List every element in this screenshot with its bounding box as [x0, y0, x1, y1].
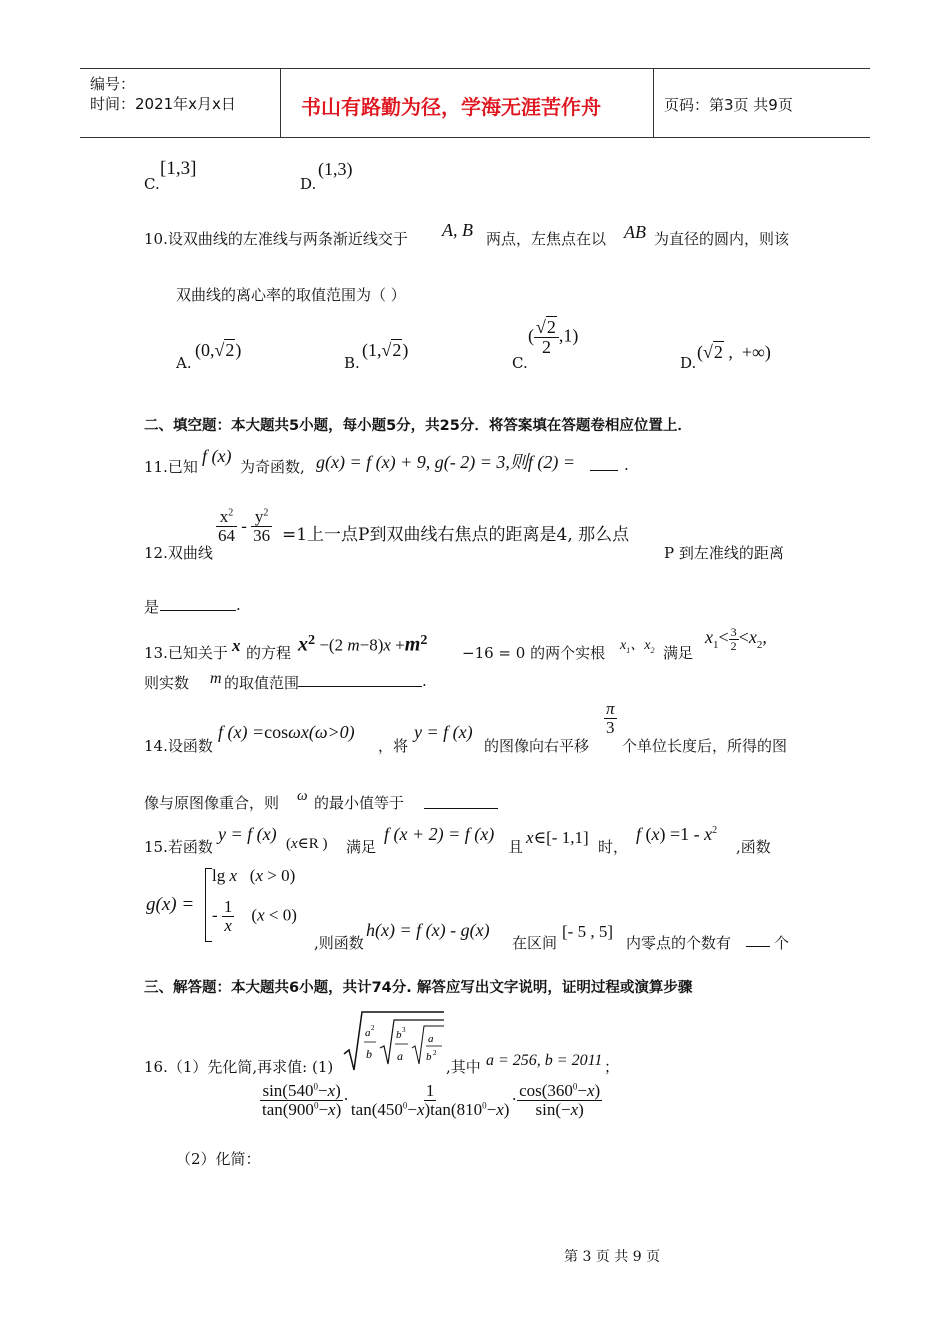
q14-mid2: 的图像向右平移: [484, 737, 590, 755]
q10-line2: 双曲线的离心率的取值范围为（ ）: [176, 286, 406, 304]
q12-answer-blank: [160, 592, 236, 611]
q14-line2b: 的最小值等于: [314, 794, 405, 812]
q10-option-b-label: B.: [344, 354, 360, 372]
q13-eq-tail: −16 = 0 的两个实根: [462, 644, 606, 662]
q15-domain: (x∈R ): [286, 836, 328, 852]
svg-text:b: b: [366, 1047, 372, 1061]
q10-option-c-label: C.: [512, 354, 528, 372]
q15-case2: - $\frac{1}{x}$ (x < 0): [212, 897, 297, 935]
section-3-heading: 三、解答题：本大题共6小题，共计74分. 解答应写出文字说明，证明过程或演算步骤: [144, 980, 693, 996]
q10-points: A, B: [442, 220, 473, 240]
q15-gx: g(x) =: [146, 894, 195, 915]
q16-radical-expression: [342, 1010, 446, 1072]
svg-text:2: 2: [433, 1049, 437, 1057]
header-left-cell: [80, 69, 281, 137]
q11-end: .: [624, 456, 629, 474]
q13-end: .: [422, 672, 427, 690]
q16-prefix: 16.（1）先化简,再求值: (1): [144, 1058, 334, 1076]
q14-answer-blank: [424, 790, 498, 809]
svg-text:3: 3: [402, 1026, 406, 1034]
q14-shift: $\frac{\pi}{3}$: [606, 699, 615, 737]
header-table: [80, 68, 870, 138]
page-footer: 第 3 页 共 9 页: [564, 1249, 661, 1265]
q13-prefix: 13.已知关于: [144, 644, 228, 662]
q10-ab: AB: [624, 222, 646, 242]
header-right-cell: [654, 69, 870, 137]
q16-part2: （2）化简：: [176, 1150, 261, 1168]
q16-semicolon: ；: [604, 1058, 620, 1076]
q13-inequality: $x_1<$ $\frac{3}{2}$ $<x_2$,: [705, 625, 767, 653]
q10-option-b-value: (1,√2): [362, 340, 409, 360]
time-label: 时间：2021年x月x日: [90, 95, 236, 113]
motto: 书山有路勤为径，学海无涯苦作舟: [301, 95, 601, 119]
svg-text:b: b: [426, 1051, 432, 1063]
q13-equation: $x^2 -(2$ $m-8)x +m^2$: [298, 632, 428, 656]
q13-line2: 则实数: [144, 674, 190, 692]
q15-prefix: 15.若函数: [144, 838, 213, 856]
q10-option-d-value: (√2 , +∞): [697, 342, 771, 362]
q11-fx: f (x): [202, 446, 232, 466]
q16-values: a = 256, b = 2011: [486, 1052, 603, 1069]
q16-where: ,其中: [446, 1058, 481, 1076]
q15-and: 且: [508, 838, 524, 856]
page-info: 页码：第3页 共9页: [664, 96, 793, 114]
q11-expression: g(x) = f (x) + 9, g(- 2) = 3,则f (2) =: [316, 452, 576, 472]
q15-cond: 满足: [346, 838, 377, 856]
q15-answer-blank: [746, 928, 770, 947]
q15-hx: h(x) = f (x) - g(x): [366, 920, 490, 940]
q15-interval: x∈[- 1,1]: [526, 828, 589, 847]
q10-option-d-label: D.: [680, 354, 697, 372]
svg-text:a: a: [365, 1027, 371, 1039]
q15-brace: [205, 868, 212, 942]
q15-function: y = f (x): [218, 824, 277, 844]
q10-option-a-label: A.: [176, 354, 192, 372]
q15-case1: lg x (x > 0): [212, 866, 296, 885]
q11-prefix: 11.已知: [144, 458, 198, 476]
q9-option-c: C.: [144, 175, 160, 193]
q14-function: f (x) =cosωx(ω>0): [218, 722, 355, 742]
svg-text:b: b: [396, 1029, 402, 1041]
svg-text:a: a: [428, 1033, 434, 1045]
q15-func: ,函数: [736, 838, 771, 856]
q16-trig-expression: $\frac{\sin(540^0-x)}{\tan(900^0-x)}$ · $\frac{1}{\tan(450^0-x)\tan(810^0-x)}$ · $\frac{\cos(360^0-x)}{\sin(-x)}$: [262, 1081, 601, 1119]
q9-option-c-value: [1,3]: [160, 158, 197, 179]
q14-line2: 像与原图像重合，则: [144, 794, 280, 812]
q15-interval-post: 内零点的个数有: [626, 934, 732, 952]
q10-option-a-value: (0,√2): [195, 340, 242, 360]
svg-text:a: a: [397, 1049, 403, 1063]
q13-line2b: 的取值范围: [224, 674, 300, 692]
section-2-heading: 二、填空题：本大题共5小题，每小题5分，共25分．将答案填在答题卷相应位置上．: [144, 418, 692, 434]
q10-line1-b: 两点，左焦点在以: [486, 230, 607, 248]
q13-mid: 的方程: [246, 644, 292, 662]
q11-mid: 为奇函数,: [240, 458, 305, 476]
q14-mid: ，将: [378, 737, 409, 755]
q9-option-d: D.: [300, 175, 317, 193]
q10-line1-a: 10.设双曲线的左准线与两条渐近线交于: [144, 230, 408, 248]
q15-range: [- 5 , 5]: [562, 922, 613, 941]
q15-then: ,则函数: [314, 934, 364, 952]
q10-option-c-value: ( $\frac{√2}{2}$ ,1): [528, 317, 579, 357]
q15-when: 时，: [598, 838, 629, 856]
q12-tail: =1上一点P到双曲线右焦点的距离是4, 那么点: [282, 525, 630, 545]
serial-label: 编号：: [90, 75, 136, 93]
q15-unit: 个: [774, 934, 790, 952]
q14-tail: 个单位长度后，所得的图: [622, 737, 788, 755]
q12-prefix: 12.双曲线: [144, 544, 213, 562]
q13-var-m: m: [210, 670, 222, 687]
q15-periodic: f (x + 2) = f (x): [384, 824, 495, 844]
q13-roots: $x_1$、$x_2$: [620, 638, 655, 655]
q12-equation: $\frac{x^2}{64}$ - $\frac{y^2}{36}$: [218, 507, 271, 545]
q15-fx-def: f $(x) =1 - x^2$: [636, 824, 718, 844]
q14-prefix: 14.设函数: [144, 737, 213, 755]
q13-satisfy: 满足: [663, 644, 694, 662]
q12-line2: 是: [144, 598, 160, 616]
svg-text:2: 2: [371, 1024, 375, 1032]
q9-option-d-value: (1,3): [318, 159, 353, 179]
q11-answer-blank: [590, 452, 618, 471]
q13-var-x: x: [232, 636, 241, 655]
q12-tail2: P 到左准线的距离: [664, 544, 784, 562]
q13-answer-blank: [298, 668, 422, 687]
header-middle-cell: [281, 69, 654, 137]
q14-y-eq: y = f (x): [414, 722, 473, 742]
q10-line1-c: 为直径的圆内，则该: [654, 230, 790, 248]
q14-omega: ω: [297, 788, 308, 804]
q12-end: .: [236, 596, 241, 614]
q15-interval-pre: 在区间: [512, 934, 558, 952]
